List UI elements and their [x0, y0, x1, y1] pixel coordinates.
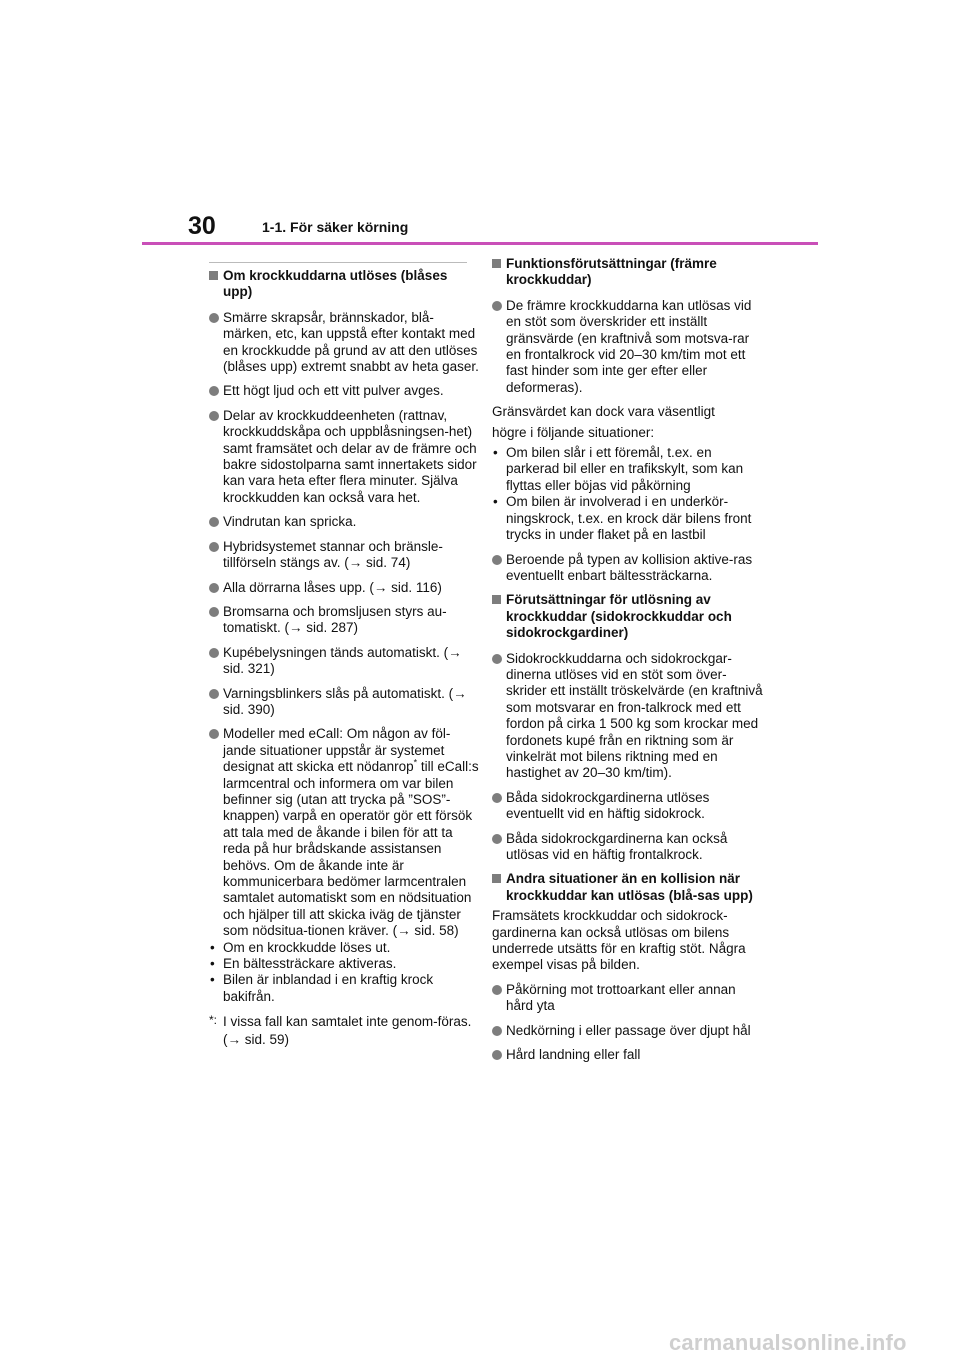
list-item: Påkörning mot trottoarkant eller annan hård yta [492, 982, 764, 1015]
heading-side-airbags: Förutsättningar för utlösning av krockkuddar (sidokrockkuddar och sidokrockgardiner) [492, 592, 764, 641]
sub-list-item: • Om bilen är involverad i en underkör-ningskrock, t.ex. en krock där bilens front trycks in under flaket på en lastbil [493, 494, 752, 543]
list-item: Alla dörrarna låses upp. (→ sid. 116) [209, 580, 479, 596]
list-item: Ett högt ljud och ett vitt pulver avges. [209, 383, 479, 399]
list-item: Delar av krockkuddeenheten (rattnav, krockkuddskåpa och uppblåsningsen-het) samt framsätet och delar av de främre och bakre sidostolparna samt innertakets sidor kan vara heta efter flera minuter. Själva krockkudden kan också vara het. [209, 408, 479, 506]
column-divider [209, 262, 467, 263]
heading-other-situations: Andra situationer än en kollision när krockkuddar kan utlösas (blå-sas upp) [492, 871, 764, 904]
circle-bullet-icon [492, 834, 502, 844]
circle-bullet-icon [209, 583, 219, 593]
footnote [209, 1013, 479, 1049]
circle-bullet-icon [492, 555, 502, 565]
list-item-ecall: Modeller med eCall: Om någon av föl-jande situationer uppstår är systemet designat att skicka ett nödanrop* till eCall:s larmcentral och informera om var bilen befinner sig (utan att trycka på ”SOS”-knappen) varpå en operatör gör ett försök att tala med de åkande i bilen för att ta reda på hur brådskande assistansen behövs. Om de åkande inte är kommunicerbara bedömer larmcentralen samtalet automatiskt som en nödsituation och hjälper till att skicka iväg de tjänster som nödsitua-tionen kräver. (→ sid. 58) [209, 726, 479, 939]
circle-bullet-icon [209, 689, 219, 699]
circle-bullet-icon [492, 654, 502, 664]
square-bullet-icon [209, 271, 218, 280]
page-number: 30 [188, 212, 216, 240]
list-item: Smärre skrapsår, brännskador, blå-märken, etc, kan uppstå efter kontakt med en krockkudde på grund av att den utlöses (blåses upp) extremt snabbt av heta gaser. [209, 310, 479, 376]
sub-list-item: • Bilen är inblandad i en kraftig krock bakifrån. [210, 972, 434, 1004]
square-bullet-icon [492, 595, 501, 604]
list-item: Båda sidokrockgardinerna kan också utlösas vid en häftig frontalkrock. [492, 831, 764, 864]
list-item: Bromsarna och bromsljusen styrs au-tomatiskt. (→ sid. 287) [209, 604, 479, 637]
circle-bullet-icon [209, 386, 219, 396]
heading-text: Om krockkuddarna utlöses (blåses upp) [223, 268, 448, 300]
list-item: Båda sidokrockgardinerna utlöses eventuellt vid en häftig sidokrock. [492, 790, 764, 823]
sub-list [209, 940, 479, 1006]
square-bullet-icon [492, 874, 501, 883]
sub-list-item: • Om bilen slår i ett föremål, t.ex. en parkerad bil eller en trafikskylt, som kan flyttas eller böjas vid påkörning [493, 445, 744, 493]
header-rule [142, 242, 818, 245]
circle-bullet-icon [209, 411, 219, 421]
circle-bullet-icon [492, 1026, 502, 1036]
list-item: Nedkörning i eller passage över djupt hål [492, 1023, 764, 1039]
paragraph: högre i följande situationer: [492, 424, 655, 440]
section-title: 1-1. För säker körning [262, 219, 409, 235]
circle-bullet-icon [209, 648, 219, 658]
circle-bullet-icon [492, 301, 502, 311]
square-bullet-icon [492, 259, 501, 268]
list-item: Sidokrockkuddarna och sidokrockgar-dinerna utlöses vid en stöt som över-skrider ett inställt tröskelvärde (en kraftnivå som motsvarar en fron-talkrock med ett fordon på cirka 1 500 kg som krockar med fordonets kupé från en riktning som är vinkelrät mot bilens riktning med en hastighet av 20–30 km/tim). [492, 651, 764, 782]
circle-bullet-icon [492, 985, 502, 995]
list-item: Vindrutan kan spricka. [209, 514, 479, 530]
footnote-text: I vissa fall kan samtalet inte genom-föras. (→ sid. 59) [223, 1014, 472, 1048]
left-column [209, 268, 479, 1049]
circle-bullet-icon [492, 1050, 502, 1060]
right-column [492, 256, 764, 1071]
list-item: Hård landning eller fall [492, 1047, 764, 1063]
list-item: De främre krockkuddarna kan utlösas vid en stöt som överskrider ett inställt gränsvärde (en kraftnivå som motsva-rar en frontalkrock vid 20–30 km/tim mot ett fast hinder som inte ger efter eller deformeras). [492, 298, 764, 396]
watermark: carmanualsonline.info [669, 1330, 907, 1355]
heading-airbags-deploy [209, 268, 479, 301]
sub-list-item: • En bältessträckare aktiveras. [210, 956, 397, 972]
list-item: Varningsblinkers slås på automatiskt. (→ sid. 390) [209, 686, 479, 719]
circle-bullet-icon [209, 729, 219, 739]
footnote-marker: * [413, 757, 418, 768]
footnote-mark: *: [209, 1013, 218, 1028]
sub-list [492, 445, 764, 543]
circle-bullet-icon [209, 607, 219, 617]
list-item: Beroende på typen av kollision aktive-ras eventuellt enbart bältessträckarna. [492, 552, 764, 585]
circle-bullet-icon [492, 793, 502, 803]
circle-bullet-icon [209, 517, 219, 527]
sub-list-item: • Om en krockkudde löses ut. [210, 939, 391, 955]
circle-bullet-icon [209, 542, 219, 552]
circle-bullet-icon [209, 313, 219, 323]
paragraph: Gränsvärdet kan dock vara väsentligt [492, 404, 715, 420]
paragraph: Framsätets krockkuddar och sidokrock-gardinerna kan också utlösas om bilens underrede utsätts för en kraftig stöt. Några exempel visas på bilden. [492, 908, 746, 973]
list-item: Kupébelysningen tänds automatiskt. (→ sid. 321) [209, 645, 479, 678]
heading-front-airbags: Funktionsförutsättningar (främre krockkuddar) [492, 256, 764, 289]
list-item: Hybridsystemet stannar och bränsle-tillförseln stängs av. (→ sid. 74) [209, 539, 479, 572]
